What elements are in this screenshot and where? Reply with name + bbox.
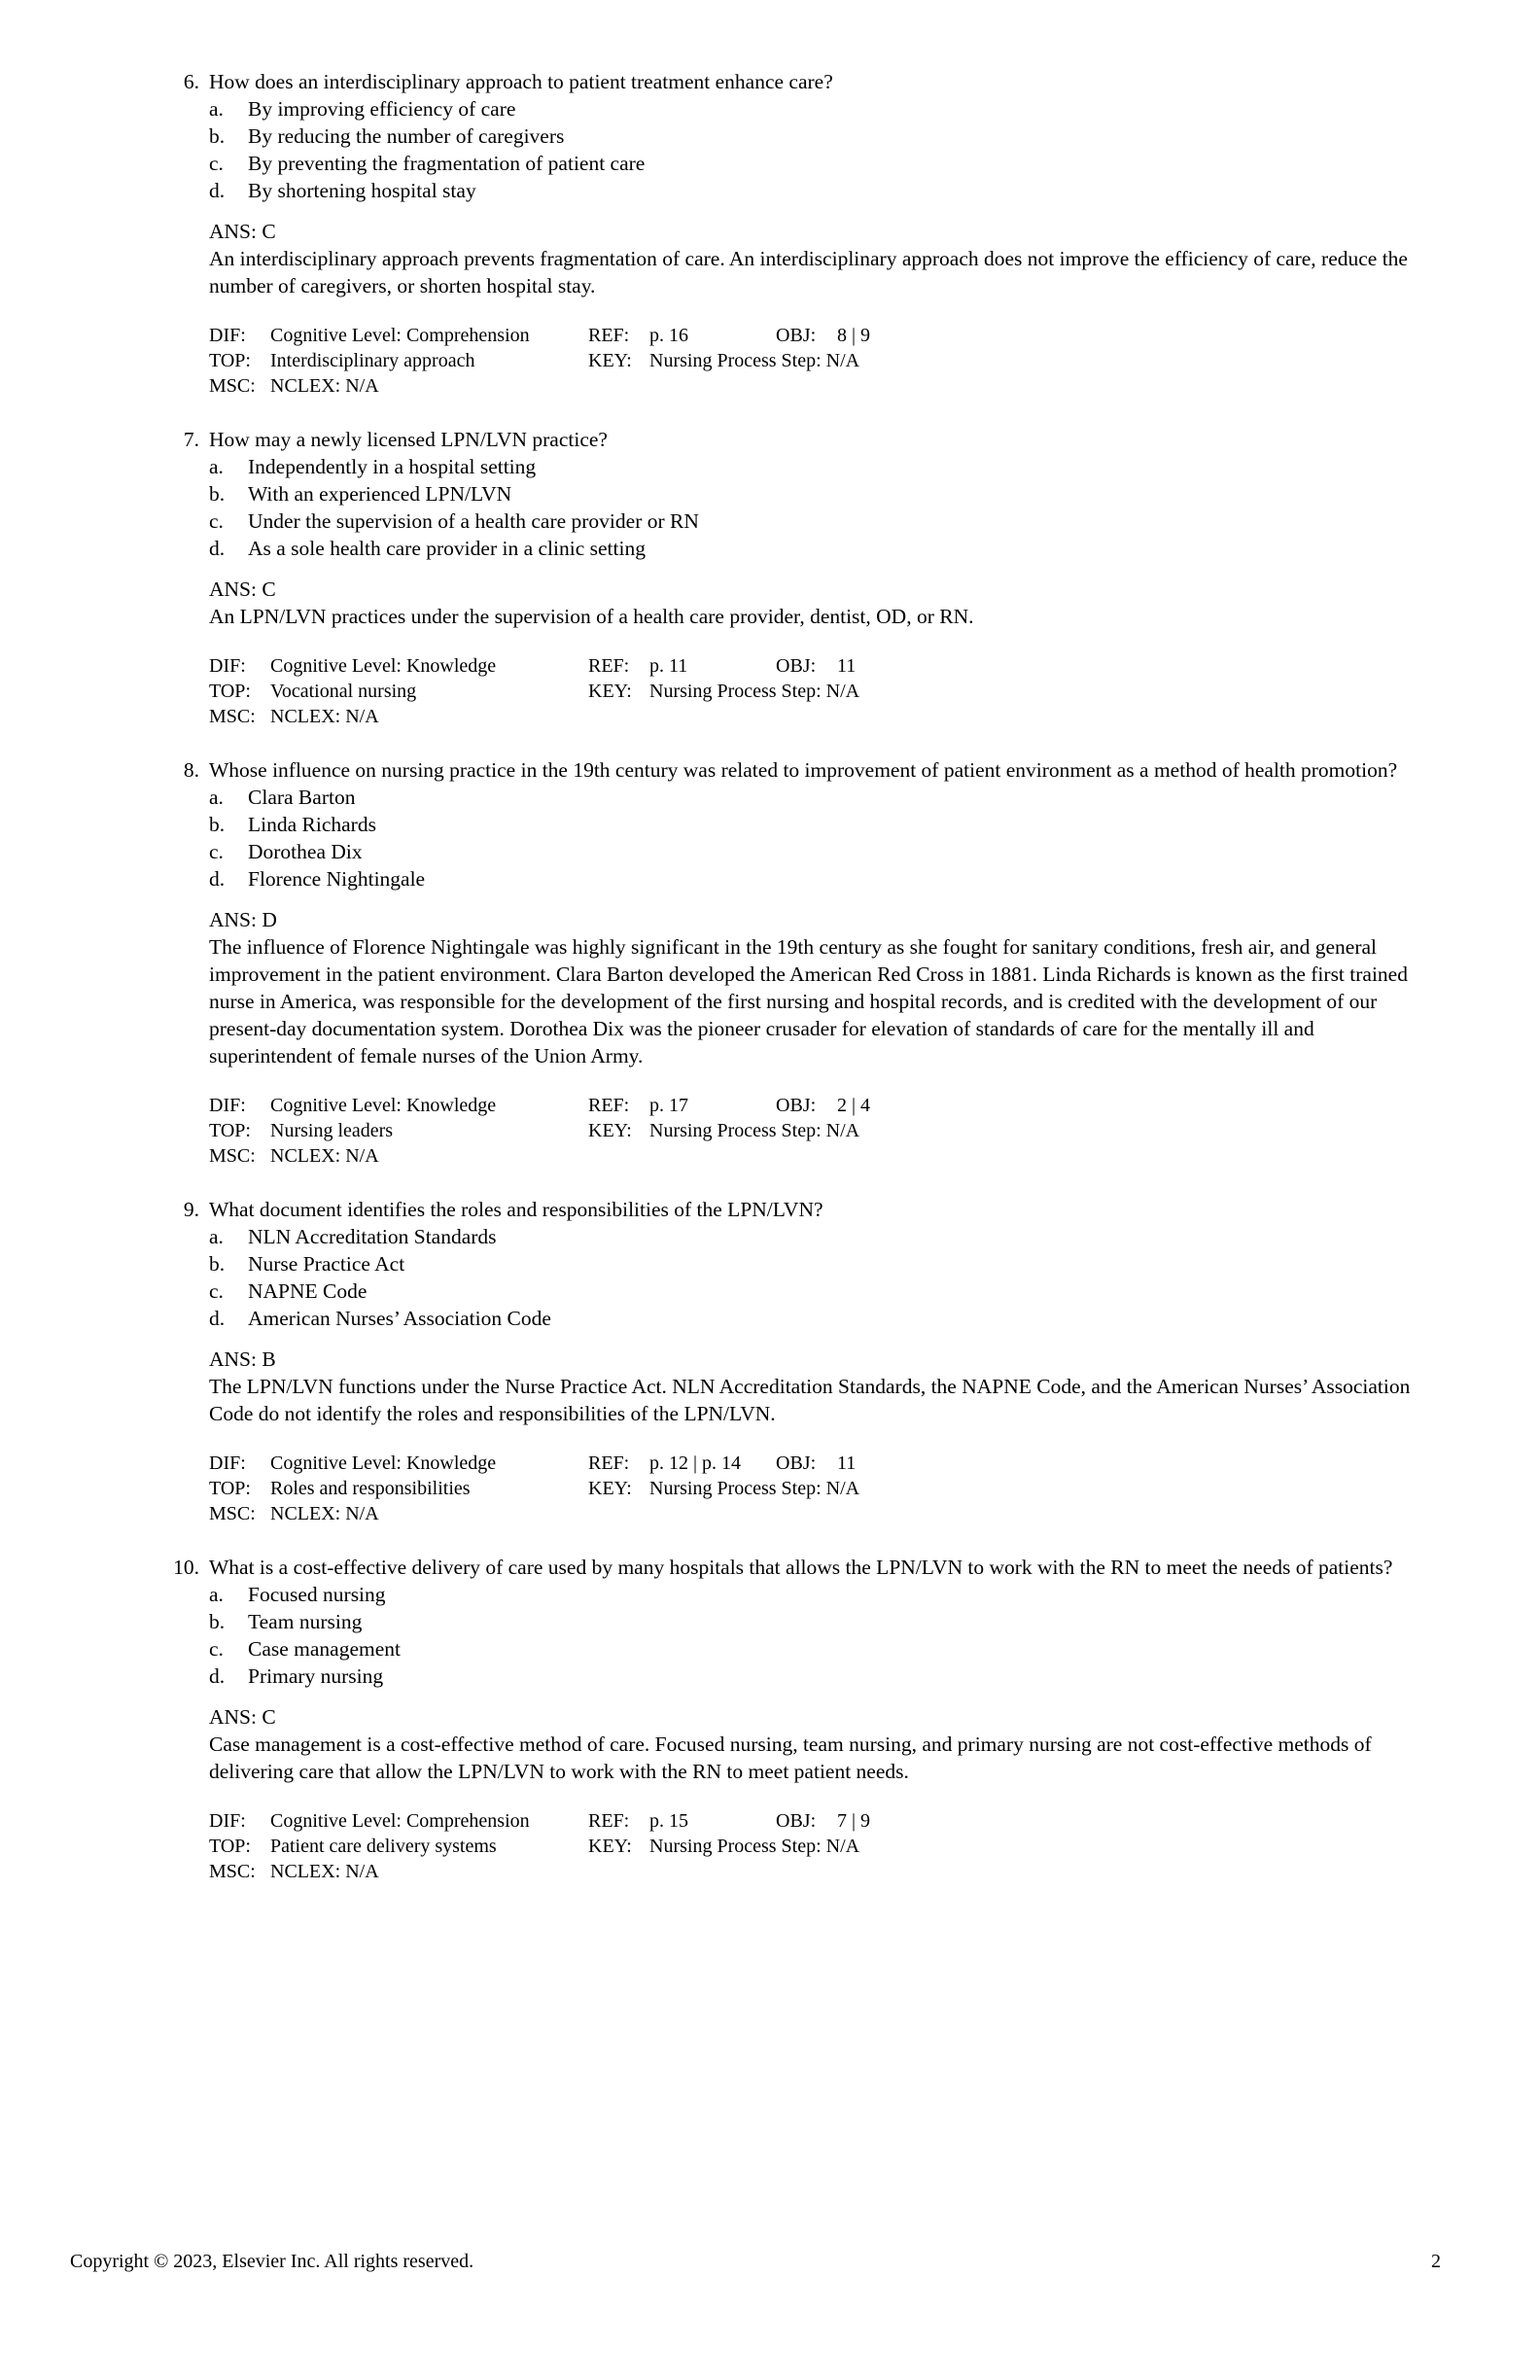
- question-text: What document identifies the roles and responsibilities of the LPN/LVN?: [209, 1198, 823, 1221]
- answer-option: [209, 1278, 1433, 1305]
- key-label: KEY:: [588, 681, 632, 702]
- answer-option: [209, 865, 1433, 892]
- question-stem: [159, 426, 1433, 453]
- rationale-text: Case management is a cost-effective method of care. Focused nursing, team nursing, and primary nursing are not cost-effective methods of delivering care that allow the LPN/LVN to work with the RN to meet patient needs.: [209, 1732, 1372, 1783]
- answer-option: [209, 1581, 1433, 1608]
- dif-field: [209, 323, 588, 348]
- option-text: Clara Barton: [248, 786, 356, 809]
- dif-value: Cognitive Level: Comprehension: [270, 325, 530, 346]
- ref-label: REF:: [588, 1810, 630, 1832]
- answer-option: [209, 838, 1433, 865]
- ref-value: p. 16: [649, 325, 688, 346]
- obj-label: OBJ:: [776, 1810, 817, 1832]
- metadata-row: [209, 1093, 1433, 1118]
- metadata-row: [209, 679, 1433, 704]
- option-letter: b.: [209, 124, 226, 148]
- question-metadata: [209, 1808, 1433, 1884]
- top-label: TOP:: [209, 1836, 251, 1857]
- obj-label: OBJ:: [776, 1452, 817, 1474]
- option-letter: c.: [209, 509, 224, 533]
- option-letter: c.: [209, 1279, 224, 1303]
- answer-option: [209, 122, 1433, 150]
- ref-field: [588, 1808, 870, 1834]
- dif-value: Cognitive Level: Knowledge: [270, 655, 497, 677]
- option-letter: d.: [209, 537, 226, 560]
- option-letter: d.: [209, 867, 226, 891]
- question-number: 7.: [183, 428, 199, 451]
- top-label: TOP:: [209, 1120, 251, 1141]
- answer-key: ANS: D: [209, 908, 277, 931]
- option-text: As a sole health care provider in a clinic setting: [248, 537, 646, 560]
- option-text: NAPNE Code: [248, 1279, 368, 1303]
- msc-value: NCLEX: N/A: [270, 1861, 379, 1882]
- question-text: How does an interdisciplinary approach to patient treatment enhance care?: [209, 70, 833, 93]
- dif-value: Cognitive Level: Knowledge: [270, 1095, 497, 1116]
- answer-key: ANS: C: [209, 220, 276, 243]
- question-stem: [159, 1554, 1433, 1581]
- msc-field: [209, 1859, 588, 1884]
- answer-block: [199, 1346, 1433, 1526]
- answer-key: ANS: B: [209, 1348, 276, 1371]
- question-stem: [159, 1196, 1433, 1223]
- question-stem: [159, 68, 1433, 95]
- question-number: 8.: [183, 758, 199, 782]
- option-text: By shortening hospital stay: [248, 179, 476, 202]
- option-text: Case management: [248, 1637, 402, 1661]
- msc-value: NCLEX: N/A: [270, 1145, 379, 1167]
- key-label: KEY:: [588, 1836, 632, 1857]
- option-letter: c.: [209, 840, 224, 863]
- option-text: Dorothea Dix: [248, 840, 363, 863]
- ref-value: p. 17: [649, 1095, 688, 1116]
- question-text: What is a cost-effective delivery of care used by many hospitals that allows the LPN/LVN to work with the RN to meet the needs of patients?: [209, 1556, 1393, 1579]
- option-text: Team nursing: [248, 1610, 363, 1633]
- question-item: [159, 426, 1433, 729]
- top-label: TOP:: [209, 1478, 251, 1499]
- answer-block: [199, 218, 1433, 399]
- option-text: Nurse Practice Act: [248, 1252, 405, 1276]
- answer-key: ANS: C: [209, 578, 276, 601]
- dif-field: [209, 1808, 588, 1834]
- answer-option: [209, 535, 1433, 562]
- question-item: [159, 1196, 1433, 1526]
- rationale-text: The influence of Florence Nightingale was highly significant in the 19th century as she fought for sanitary conditions, fresh air, and general improvement in the patient environment. Clara Barton developed the American Red Cross in 1881. Linda Richards is known as the first trained nurse in America, was responsible for the development of the first nursing and hospital records, and is credited with the development of our present-day documentation system. Dorothea Dix was the pioneer crusader for elevation of standards of care for the mentally ill and superintendent of female nurses of the Union Army.: [209, 935, 1408, 1068]
- obj-value: 11: [837, 655, 857, 677]
- answer-option: [209, 1635, 1433, 1662]
- ref-value: p. 12 | p. 14: [649, 1452, 742, 1474]
- key-label: KEY:: [588, 1120, 632, 1141]
- obj-label: OBJ:: [776, 655, 817, 677]
- top-value: Vocational nursing: [270, 681, 417, 702]
- option-letter: c.: [209, 1637, 224, 1661]
- question-text: How may a newly licensed LPN/LVN practice?: [209, 428, 608, 451]
- msc-value: NCLEX: N/A: [270, 706, 379, 727]
- key-field: [588, 679, 859, 704]
- key-field: [588, 1476, 859, 1501]
- obj-value: 7 | 9: [837, 1810, 871, 1832]
- ref-label: REF:: [588, 325, 630, 346]
- ref-label: REF:: [588, 1452, 630, 1474]
- top-field: [209, 1476, 588, 1501]
- metadata-row: [209, 653, 1433, 679]
- key-label: KEY:: [588, 350, 632, 371]
- top-value: Interdisciplinary approach: [270, 350, 475, 371]
- dif-field: [209, 1451, 588, 1476]
- obj-value: 11: [837, 1452, 857, 1474]
- option-text: Focused nursing: [248, 1583, 386, 1606]
- question-item: [159, 1554, 1433, 1884]
- question-number: 6.: [183, 70, 199, 93]
- answer-option: [209, 150, 1433, 177]
- dif-value: Cognitive Level: Knowledge: [270, 1452, 497, 1474]
- key-value: Nursing Process Step: N/A: [649, 681, 860, 702]
- option-letter: a.: [209, 1225, 224, 1248]
- copyright-text: Copyright © 2023, Elsevier Inc. All rights reserved.: [70, 2251, 474, 2272]
- question-metadata: [209, 1093, 1433, 1169]
- answer-options: [199, 1581, 1433, 1690]
- key-value: Nursing Process Step: N/A: [649, 1836, 860, 1857]
- option-letter: a.: [209, 455, 224, 478]
- obj-label: OBJ:: [776, 325, 817, 346]
- answer-options: [199, 453, 1433, 562]
- metadata-row: [209, 1143, 1433, 1169]
- page-number: 2: [1431, 2251, 1441, 2272]
- option-letter: a.: [209, 1583, 224, 1606]
- msc-label: MSC:: [209, 1503, 256, 1524]
- option-text: By preventing the fragmentation of patient care: [248, 152, 646, 175]
- msc-label: MSC:: [209, 1861, 256, 1882]
- msc-field: [209, 1143, 588, 1169]
- page-footer: [70, 2248, 1441, 2275]
- question-metadata: [209, 323, 1433, 399]
- dif-label: DIF:: [209, 1095, 246, 1116]
- metadata-row: [209, 373, 1433, 399]
- ref-field: [588, 653, 856, 679]
- metadata-row: [209, 1118, 1433, 1143]
- answer-option: [209, 177, 1433, 204]
- msc-field: [209, 1501, 588, 1526]
- metadata-row: [209, 1834, 1433, 1859]
- metadata-row: [209, 704, 1433, 729]
- rationale-text: The LPN/LVN functions under the Nurse Practice Act. NLN Accreditation Standards, the NAPNE Code, and the American Nurses’ Association Code do not identify the roles and responsibilities of the LPN/LVN.: [209, 1375, 1411, 1425]
- ref-field: [588, 323, 870, 348]
- question-number: 10.: [173, 1556, 199, 1579]
- option-letter: a.: [209, 97, 224, 121]
- dif-label: DIF:: [209, 1452, 246, 1474]
- answer-key: ANS: C: [209, 1705, 276, 1729]
- dif-value: Cognitive Level: Comprehension: [270, 1810, 530, 1832]
- option-text: Under the supervision of a health care provider or RN: [248, 509, 699, 533]
- metadata-row: [209, 1501, 1433, 1526]
- option-letter: d.: [209, 1664, 226, 1688]
- ref-field: [588, 1451, 856, 1476]
- top-value: Nursing leaders: [270, 1120, 394, 1141]
- top-label: TOP:: [209, 681, 251, 702]
- answer-option: [209, 1662, 1433, 1690]
- option-text: Primary nursing: [248, 1664, 384, 1688]
- metadata-row: [209, 1476, 1433, 1501]
- dif-label: DIF:: [209, 655, 246, 677]
- option-text: Independently in a hospital setting: [248, 455, 537, 478]
- question-item: [159, 756, 1433, 1169]
- option-text: Florence Nightingale: [248, 867, 426, 891]
- ref-label: REF:: [588, 1095, 630, 1116]
- question-number: 9.: [183, 1198, 199, 1221]
- dif-label: DIF:: [209, 325, 246, 346]
- answer-options: [199, 95, 1433, 204]
- answer-options: [199, 784, 1433, 892]
- top-field: [209, 348, 588, 373]
- answer-option: [209, 1305, 1433, 1332]
- option-text: NLN Accreditation Standards: [248, 1225, 497, 1248]
- key-value: Nursing Process Step: N/A: [649, 1478, 860, 1499]
- ref-label: REF:: [588, 655, 630, 677]
- question-metadata: [209, 653, 1433, 729]
- top-value: Patient care delivery systems: [270, 1836, 497, 1857]
- answer-option: [209, 1608, 1433, 1635]
- answer-block: [199, 906, 1433, 1169]
- top-field: [209, 679, 588, 704]
- answer-option: [209, 1223, 1433, 1250]
- key-label: KEY:: [588, 1478, 632, 1499]
- ref-field: [588, 1093, 870, 1118]
- rationale-text: An LPN/LVN practices under the supervision of a health care provider, dentist, OD, or RN.: [209, 605, 974, 628]
- option-letter: d.: [209, 1307, 226, 1330]
- option-letter: b.: [209, 813, 226, 836]
- metadata-row: [209, 1859, 1433, 1884]
- dif-field: [209, 653, 588, 679]
- question-list: [159, 68, 1433, 1911]
- option-letter: a.: [209, 786, 224, 809]
- metadata-row: [209, 1451, 1433, 1476]
- key-field: [588, 348, 859, 373]
- metadata-row: [209, 348, 1433, 373]
- key-field: [588, 1118, 859, 1143]
- top-value: Roles and responsibilities: [270, 1478, 471, 1499]
- option-text: By improving efficiency of care: [248, 97, 516, 121]
- msc-field: [209, 373, 588, 399]
- msc-value: NCLEX: N/A: [270, 375, 379, 397]
- answer-block: [199, 1703, 1433, 1884]
- ref-value: p. 15: [649, 1810, 688, 1832]
- dif-field: [209, 1093, 588, 1118]
- key-value: Nursing Process Step: N/A: [649, 350, 860, 371]
- answer-options: [199, 1223, 1433, 1332]
- key-field: [588, 1834, 859, 1859]
- key-value: Nursing Process Step: N/A: [649, 1120, 860, 1141]
- obj-label: OBJ:: [776, 1095, 817, 1116]
- answer-option: [209, 1250, 1433, 1278]
- question-item: [159, 68, 1433, 399]
- option-letter: b.: [209, 1252, 226, 1276]
- ref-value: p. 11: [649, 655, 688, 677]
- dif-label: DIF:: [209, 1810, 246, 1832]
- msc-label: MSC:: [209, 1145, 256, 1167]
- option-text: By reducing the number of caregivers: [248, 124, 565, 148]
- rationale-text: An interdisciplinary approach prevents fragmentation of care. An interdisciplinary approach does not improve the efficiency of care, reduce the number of caregivers, or shorten hospital stay.: [209, 247, 1408, 298]
- option-text: American Nurses’ Association Code: [248, 1307, 551, 1330]
- answer-option: [209, 784, 1433, 811]
- top-label: TOP:: [209, 350, 251, 371]
- option-letter: d.: [209, 179, 226, 202]
- question-text: Whose influence on nursing practice in the 19th century was related to improvement of patient environment as a method of health promotion?: [209, 758, 1398, 782]
- metadata-row: [209, 1808, 1433, 1834]
- answer-option: [209, 811, 1433, 838]
- answer-block: [199, 576, 1433, 729]
- option-letter: b.: [209, 1610, 226, 1633]
- answer-option: [209, 95, 1433, 122]
- answer-option: [209, 508, 1433, 535]
- option-letter: c.: [209, 152, 224, 175]
- obj-value: 2 | 4: [837, 1095, 871, 1116]
- metadata-row: [209, 323, 1433, 348]
- question-metadata: [209, 1451, 1433, 1526]
- msc-field: [209, 704, 588, 729]
- msc-label: MSC:: [209, 375, 256, 397]
- answer-option: [209, 480, 1433, 508]
- question-stem: [159, 756, 1433, 784]
- obj-value: 8 | 9: [837, 325, 871, 346]
- option-text: With an experienced LPN/LVN: [248, 482, 512, 506]
- top-field: [209, 1118, 588, 1143]
- top-field: [209, 1834, 588, 1859]
- option-letter: b.: [209, 482, 226, 506]
- msc-value: NCLEX: N/A: [270, 1503, 379, 1524]
- msc-label: MSC:: [209, 706, 256, 727]
- answer-option: [209, 453, 1433, 480]
- option-text: Linda Richards: [248, 813, 376, 836]
